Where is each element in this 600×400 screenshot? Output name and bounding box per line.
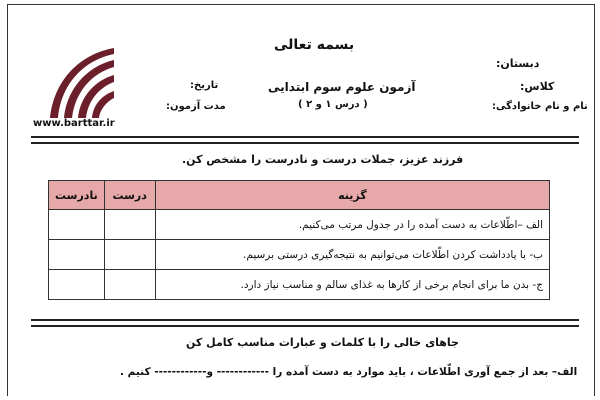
header-incorrect: نادرست: [49, 181, 105, 210]
website-url[interactable]: www.barttar.ir: [33, 118, 115, 129]
section1-instruction: فرزند عزیز، جملات درست و نادرست را مشخص کن.: [182, 153, 464, 166]
correct-box-1[interactable]: [104, 210, 155, 240]
header-correct: درست: [104, 181, 155, 210]
school-label: دبستان:: [496, 57, 540, 70]
statement-2: ب- با یادداشت کردن اطّلاعات می‌توانیم به نتیجه‌گیری درستی برسیم.: [155, 240, 549, 270]
section-separator: [31, 319, 579, 327]
table-row: [49, 270, 550, 300]
fill-blank-question-1: الف– بعد از جمع آوری اطّلاعات ، باید موارد به دست آمده را ------------ و------------ کنیم .: [120, 366, 578, 378]
statement-3: ج- بدن ما برای انجام برخی از کارها به غذای سالم و مناسب نیاز دارد.: [155, 270, 549, 300]
table-header-row: [49, 181, 550, 210]
true-false-table: [48, 180, 550, 300]
section2-instruction: جاهای خالی را با کلمات و عبارات مناسب کامل کن: [186, 336, 459, 349]
correct-box-2[interactable]: [104, 240, 155, 270]
table-row: [49, 210, 550, 240]
header-option: گزینه: [155, 181, 549, 210]
barttar-logo: [30, 40, 116, 122]
incorrect-box-1[interactable]: [49, 210, 105, 240]
duration-label: مدت آزمون:: [166, 101, 226, 112]
class-label: کلاس:: [520, 80, 555, 93]
name-label: نام و نام خانوادگی:: [492, 101, 588, 112]
table-row: [49, 240, 550, 270]
lessons-subtitle: ( درس ۱ و ۲ ): [298, 99, 368, 110]
bismillah-heading: بسمه تعالی: [274, 37, 355, 53]
header-separator: [31, 136, 579, 144]
exam-title: آزمون علوم سوم ابتدایی: [268, 80, 416, 94]
statement-1: الف –اطّلاعات به دست آمده را در جدول مرتب می‌کنیم.: [155, 210, 549, 240]
incorrect-box-2[interactable]: [49, 240, 105, 270]
correct-box-3[interactable]: [104, 270, 155, 300]
incorrect-box-3[interactable]: [49, 270, 105, 300]
date-label: تاریخ:: [190, 80, 219, 91]
